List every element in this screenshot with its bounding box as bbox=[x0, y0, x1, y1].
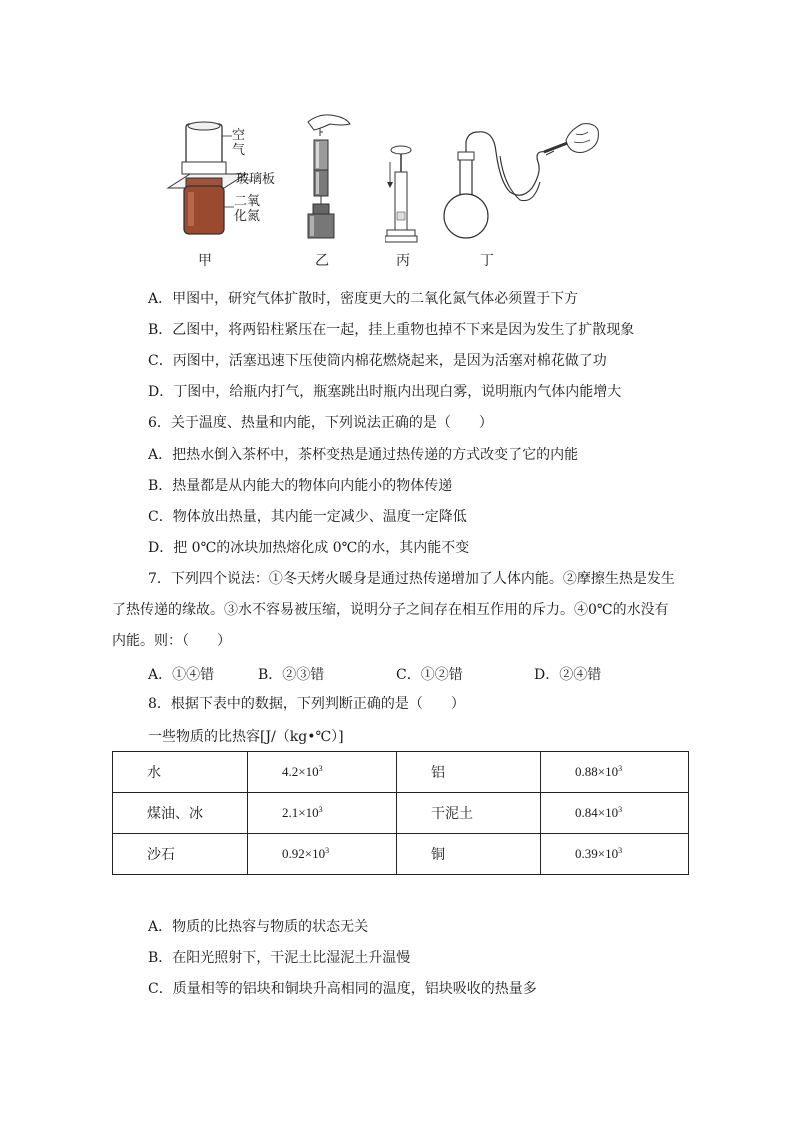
figure-row bbox=[160, 112, 600, 272]
figure-jia-air-label: 空气 bbox=[232, 128, 246, 158]
value-mantissa: 0.92×10 bbox=[282, 846, 326, 861]
value-exponent: 3 bbox=[325, 846, 330, 855]
table-cell-material: 铝 bbox=[397, 752, 541, 793]
figure-bing-label: 丙 bbox=[396, 253, 410, 269]
q6-option-a: A．把热水倒入茶杯中，茶杯变热是通过热传递的方式改变了它的内能 bbox=[148, 447, 579, 463]
q5-option-a: A．甲图中，研究气体扩散时，密度更大的二氧化氮气体必须置于下方 bbox=[148, 291, 579, 307]
value-exponent: 3 bbox=[318, 764, 323, 773]
table-cell-value bbox=[248, 834, 397, 875]
table-row bbox=[113, 793, 689, 834]
value-mantissa: 0.84×10 bbox=[575, 805, 619, 820]
q8-option-b: B．在阳光照射下，干泥土比湿泥土升温慢 bbox=[148, 950, 411, 966]
q6-stem: 6．关于温度、热量和内能，下列说法正确的是（ ） bbox=[148, 415, 493, 431]
table-cell-material: 沙石 bbox=[113, 834, 248, 875]
q5-option-b: B．乙图中，将两铅柱紧压在一起，挂上重物也掉不下来是因为发生了扩散现象 bbox=[148, 322, 635, 338]
table-cell-material: 煤油、冰 bbox=[113, 793, 248, 834]
table-cell-material: 干泥土 bbox=[397, 793, 541, 834]
q6-option-d: D．把 0℃的冰块加热熔化成 0℃的水，其内能不变 bbox=[148, 540, 470, 556]
q7-stem bbox=[112, 564, 682, 657]
table-cell-value bbox=[541, 793, 689, 834]
table-cell-value bbox=[248, 752, 397, 793]
table-cell-value bbox=[248, 793, 397, 834]
figure-jia-gas-diffusion bbox=[160, 112, 300, 247]
figure-jia-glass-label: 玻璃板 bbox=[236, 172, 276, 187]
figure-bing-fire-syringe bbox=[385, 142, 425, 247]
value-mantissa: 0.88×10 bbox=[575, 764, 619, 779]
value-mantissa: 0.39×10 bbox=[575, 846, 619, 861]
value-mantissa: 4.2×10 bbox=[282, 764, 319, 779]
figure-ding-flask-pump bbox=[442, 122, 602, 247]
value-exponent: 3 bbox=[618, 805, 623, 814]
q7-option-d: D．②④错 bbox=[534, 667, 602, 683]
table-cell-material: 铜 bbox=[397, 834, 541, 875]
value-exponent: 3 bbox=[318, 805, 323, 814]
q5-option-d: D．丁图中，给瓶内打气，瓶塞跳出时瓶内出现白雾，说明瓶内气体内能增大 bbox=[148, 384, 622, 400]
q7-option-c: C．①②错 bbox=[396, 667, 463, 683]
figure-jia-label: 甲 bbox=[198, 253, 212, 269]
figure-jia-no2-label: 二氧化氮 bbox=[234, 194, 261, 224]
q8-option-a: A．物质的比热容与物质的状态无关 bbox=[148, 919, 369, 935]
value-exponent: 3 bbox=[618, 846, 623, 855]
figure-yi-lead-cylinders bbox=[300, 112, 360, 247]
q8-table-caption: 一些物质的比热容[J/（kg•℃）] bbox=[148, 729, 344, 745]
specific-heat-table bbox=[112, 751, 689, 875]
q7-stem-text: 7．下列四个说法：①冬天烤火暖身是通过热传递增加了人体内能。②摩擦生热是发生了热传递的缘故。③水不容易被压缩，说明分子之间存在相互作用的斥力。④0℃的水没有内能。则：（ ） bbox=[112, 571, 675, 649]
q7-option-a: A．①④错 bbox=[148, 667, 215, 683]
value-exponent: 3 bbox=[618, 764, 623, 773]
q8-option-c: C．质量相等的铝块和铜块升高相同的温度，铝块吸收的热量多 bbox=[148, 981, 537, 997]
figure-yi-label: 乙 bbox=[315, 253, 329, 269]
table-row bbox=[113, 752, 689, 793]
q8-stem: 8．根据下表中的数据，下列判断正确的是（ ） bbox=[148, 696, 465, 712]
table-row bbox=[113, 834, 689, 875]
q6-option-b: B．热量都是从内能大的物体向内能小的物体传递 bbox=[148, 478, 453, 494]
table-cell-material: 水 bbox=[113, 752, 248, 793]
value-mantissa: 2.1×10 bbox=[282, 805, 319, 820]
q7-option-b: B．②③错 bbox=[258, 667, 325, 683]
table-cell-value bbox=[541, 834, 689, 875]
figure-ding-label: 丁 bbox=[480, 253, 494, 269]
q7-options bbox=[148, 664, 628, 684]
q6-option-c: C．物体放出热量，其内能一定减少、温度一定降低 bbox=[148, 509, 467, 525]
table-cell-value bbox=[541, 752, 689, 793]
q5-option-c: C．丙图中，活塞迅速下压使筒内棉花燃烧起来，是因为活塞对棉花做了功 bbox=[148, 353, 607, 369]
